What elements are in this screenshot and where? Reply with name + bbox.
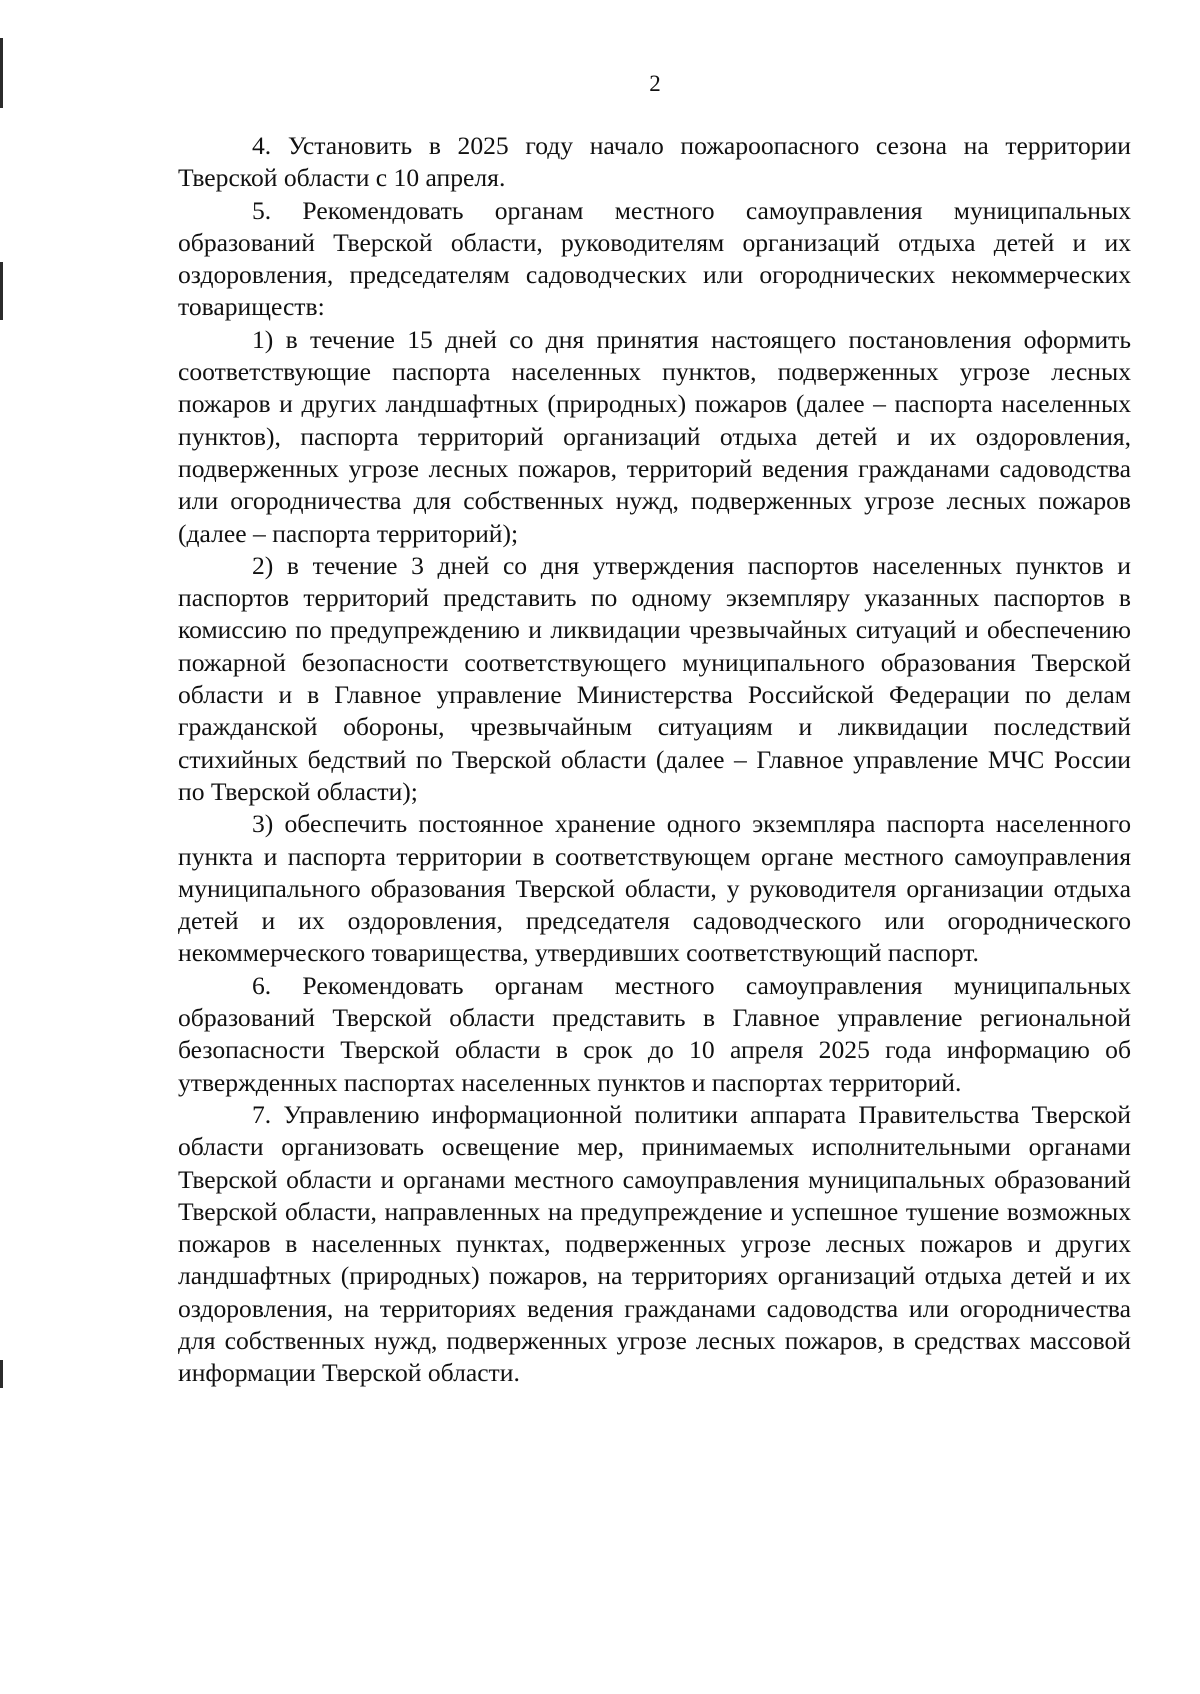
scan-edge-mark bbox=[0, 262, 3, 320]
scan-edge-mark bbox=[0, 1360, 3, 1388]
paragraph-item-7: 7. Управлению информационной политики аппарата Правительства Тверской области организовать освещение мер, принимаемых исполнительными органами Тверской области и органами местного самоуправления муниципальных образований Тверской области, направленных на предупреждение и успешное тушение возможных пожаров в населенных пунктах, подверженных угрозе лесных пожаров и других ландшафтных (природных) пожаров, на территориях организаций отдыха детей и их оздоровления, на территориях ведения гражданами садоводства или огородничества для собственных нужд, подверженных угрозе лесных пожаров, в средствах массовой информации Тверской области. bbox=[178, 1099, 1131, 1388]
paragraph-item-5: 5. Рекомендовать органам местного самоуправления муниципальных образований Тверской области, руководителям организаций отдыха детей и их оздоровления, председателям садоводческих или огороднических некоммерческих товариществ: bbox=[178, 195, 1131, 322]
paragraph-subitem-2: 2) в течение 3 дней со дня утверждения паспортов населенных пунктов и паспортов территорий представить по одному экземпляру указанных паспортов в комиссию по предупреждению и ликвидации чрезвычайных ситуаций и обеспечению пожарной безопасности соответствующего муниципального образования Тверской области и в Главное управление Министерства Российской Федерации по делам гражданской обороны, чрезвычайным ситуациям и ликвидации последствий стихийных бедствий по Тверской области (далее – Главное управление МЧС России по Тверской области); bbox=[178, 550, 1131, 806]
document-body bbox=[178, 130, 1131, 1390]
paragraph-subitem-1: 1) в течение 15 дней со дня принятия настоящего постановления оформить соответствующие паспорта населенных пунктов, подверженных угрозе лесных пожаров и других ландшафтных (природных) пожаров (далее – паспорта населенных пунктов), паспорта территорий организаций отдыха детей и их оздоровления, подверженных угрозе лесных пожаров, территорий ведения гражданами садоводства или огородничества для собственных нужд, подверженных угрозе лесных пожаров (далее – паспорта территорий); bbox=[178, 324, 1131, 548]
page-number: 2 bbox=[649, 71, 661, 96]
paragraph-item-4: 4. Установить в 2025 году начало пожароопасного сезона на территории Тверской области с 10 апреля. bbox=[178, 131, 1131, 193]
paragraph-item-6: 6. Рекомендовать органам местного самоуправления муниципальных образований Тверской области представить в Главное управление региональной безопасности Тверской области в срок до 10 апреля 2025 года информацию об утвержденных паспортах населенных пунктов и паспортах территорий. bbox=[178, 970, 1131, 1097]
paragraph-subitem-3: 3) обеспечить постоянное хранение одного экземпляра паспорта населенного пункта и паспорта территории в соответствующем органе местного самоуправления муниципального образования Тверской области, у руководителя организации отдыха детей и их оздоровления, председателя садоводческого или огороднического некоммерческого товарищества, утвердивших соответствующий паспорт. bbox=[178, 809, 1131, 968]
